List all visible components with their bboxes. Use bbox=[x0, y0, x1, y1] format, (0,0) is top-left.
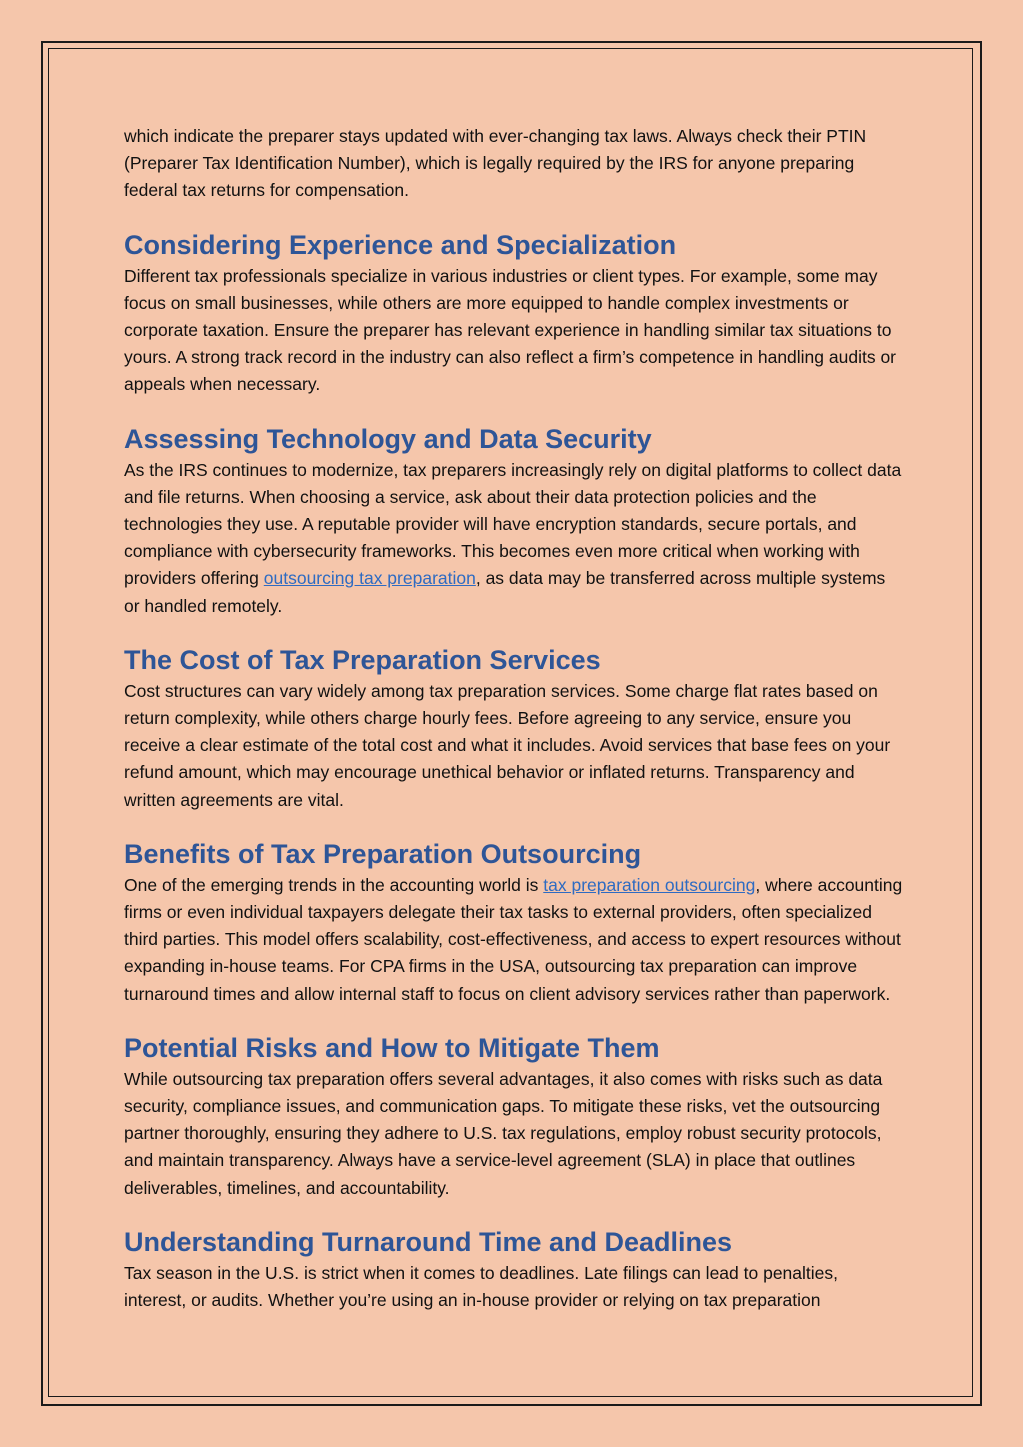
section-paragraph: Tax season in the U.S. is strict when it comes to deadlines. Late filings can lead to penalties, interest, or audits. Whether you’re using an in-house provider or relying on tax preparation bbox=[124, 1262, 838, 1311]
section-paragraph bbox=[124, 457, 904, 620]
paragraph-text: As the IRS continues to modernize, tax preparers increasingly rely on digital platforms to collect data and file returns. When choosing a service, ask about their data protection policies and the technologies they use. A reputable provider will have encryption standards, secure portals, and compliance with cybersecurity frameworks. This becomes even more critical when working with providers offering bbox=[124, 459, 902, 589]
intro-paragraph: which indicate the preparer stays updated with ever-changing tax laws. Always check their PTIN (Preparer Tax Identification Number), which is legally required by the IRS for anyone preparing federal tax returns for compensation. bbox=[124, 126, 867, 201]
section-paragraph: Cost structures can vary widely among tax preparation services. Some charge flat rates based on return complexity, while others charge hourly fees. Before agreeing to any service, ensure you receive a clear estimate of the total cost and what it includes. Avoid services that base fees on your refund amount, which may encourage unethical behavior or inflated returns. Transparency and written agreements are vital. bbox=[124, 680, 891, 810]
section-technology bbox=[124, 421, 904, 620]
section-heading: Benefits of Tax Preparation Outsourcing bbox=[124, 838, 642, 869]
section-paragraph: Different tax professionals specialize in various industries or client types. For example, some may focus on small businesses, while others are more equipped to handle complex investments or corporate taxation. Ensure the preparer has relevant experience in handling similar tax situations to yours. A strong track record in the industry can also reflect a firm’s competence in handling audits or appeals when necessary. bbox=[124, 265, 897, 395]
section-paragraph bbox=[124, 872, 904, 1008]
section-heading: Understanding Turnaround Time and Deadlines bbox=[124, 1226, 733, 1257]
section-heading: Considering Experience and Specialization bbox=[124, 229, 677, 260]
outsourcing-tax-preparation-link[interactable]: outsourcing tax preparation bbox=[263, 568, 476, 589]
paragraph-text: , where accounting firms or even individual taxpayers delegate their tax tasks to external providers, often specialized third parties. This model offers scalability, cost-effectiveness, and access to expert resources without expanding in-house teams. For CPA firms in the USA, outsourcing tax preparation can improve turnaround times and allow internal staff to focus on client advisory services rather than paperwork. bbox=[124, 874, 903, 1004]
document-content bbox=[124, 123, 904, 1336]
section-benefits bbox=[124, 836, 904, 1008]
section-risks bbox=[124, 1030, 904, 1202]
section-heading: Potential Risks and How to Mitigate Them bbox=[124, 1032, 660, 1063]
section-heading: The Cost of Tax Preparation Services bbox=[124, 644, 601, 675]
section-heading: Assessing Technology and Data Security bbox=[124, 423, 652, 454]
section-turnaround bbox=[124, 1224, 904, 1314]
section-paragraph: While outsourcing tax preparation offers several advantages, it also comes with risks such as data security, compliance issues, and communication gaps. To mitigate these risks, vet the outsourcing partner thoroughly, ensuring they adhere to U.S. tax regulations, employ robust security protocols, and maintain transparency. Always have a service-level agreement (SLA) in place that outlines deliverables, timelines, and accountability. bbox=[124, 1068, 883, 1198]
section-experience bbox=[124, 227, 904, 399]
paragraph-text: , as data may be transferred across multiple systems or handled remotely. bbox=[124, 568, 886, 616]
tax-preparation-outsourcing-link[interactable]: tax preparation outsourcing bbox=[543, 874, 756, 895]
section-cost bbox=[124, 642, 904, 814]
paragraph-text: One of the emerging trends in the accounting world is bbox=[124, 874, 544, 895]
